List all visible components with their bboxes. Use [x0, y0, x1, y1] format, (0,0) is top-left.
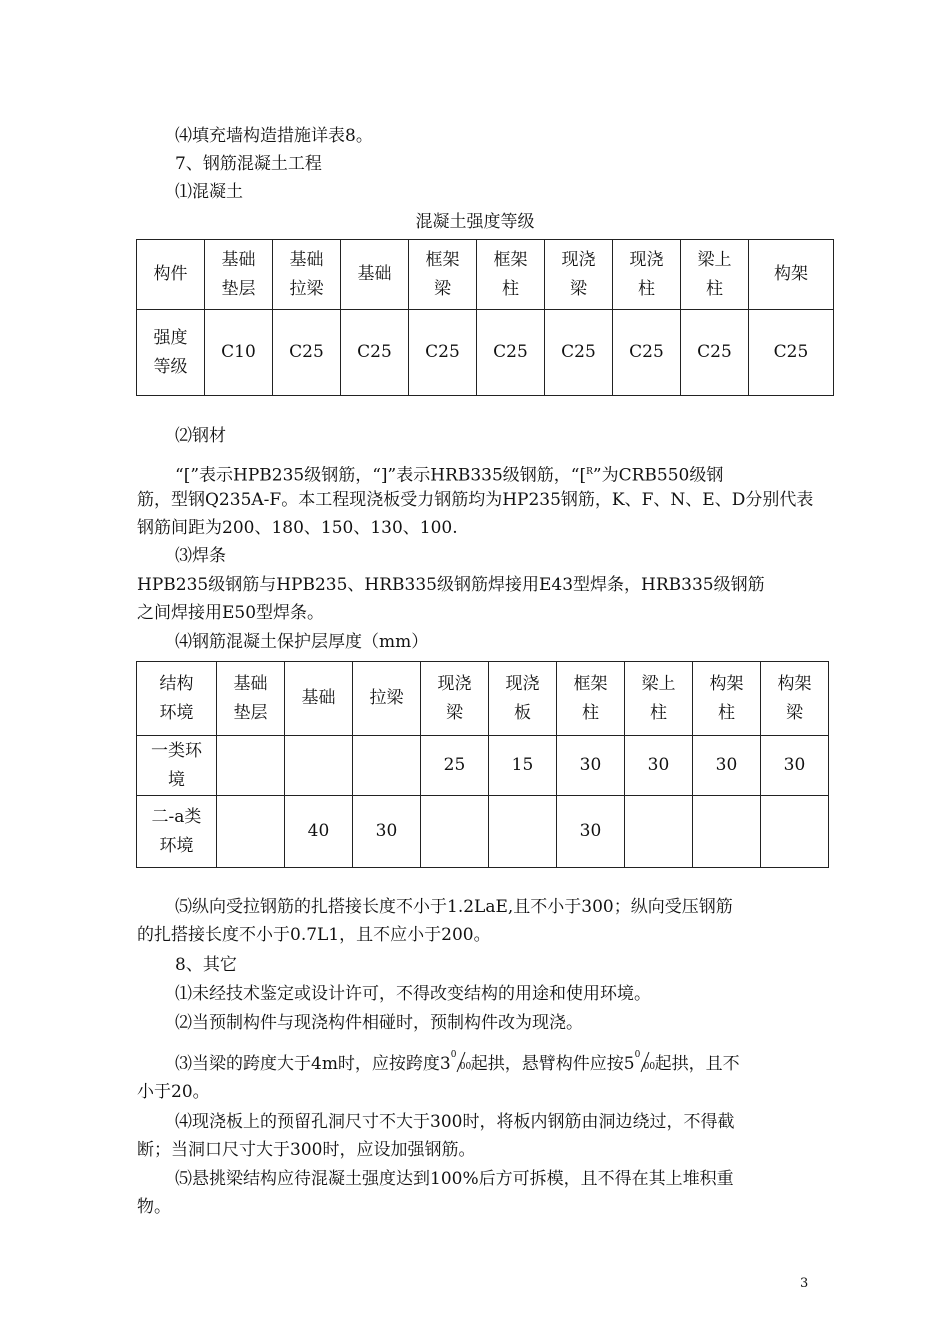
cell-text: 框架	[493, 249, 528, 270]
table-cell	[749, 310, 834, 396]
steel-text-a: “[”表示HPB235级钢筋，“]”表示HRB335级钢筋，“[	[175, 465, 587, 486]
table-cell	[137, 796, 217, 868]
cell-text: 柱	[706, 278, 723, 299]
cell-text: 现浇	[561, 249, 596, 270]
paragraph-other-4-line1: ⑷现浇板上的预留孔洞尺寸不大于300时，将板内钢筋由洞边绕过，不得截	[175, 1112, 735, 1132]
table-cell	[137, 240, 205, 310]
cell-text: 梁上	[697, 249, 732, 270]
table-cell	[217, 662, 285, 736]
cell-text: 40	[307, 821, 330, 841]
cell-text: 构件	[153, 264, 188, 284]
cell-text: C25	[493, 342, 528, 362]
cell-text: C25	[629, 342, 664, 362]
table-cell	[273, 310, 341, 396]
steel-text-b: ”为CRB550级钢	[592, 465, 724, 486]
table-cell	[761, 736, 829, 796]
table-cell	[545, 240, 613, 310]
table-cell	[557, 662, 625, 736]
cell-text: 构架	[774, 264, 808, 284]
table-cell	[761, 662, 829, 736]
cell-text: 25	[443, 755, 466, 775]
cell-text: 30	[647, 755, 670, 775]
paragraph-infill-wall: ⑷填充墙构造措施详表8。	[175, 126, 373, 146]
cell-text: 强度	[153, 327, 188, 348]
cell-text: 基础	[357, 264, 392, 284]
cell-text: 梁	[786, 702, 803, 723]
cell-text: 30	[375, 821, 398, 841]
cell-text: 30	[579, 821, 602, 841]
paragraph-lap-line2: 的扎搭接长度不小于0.7L1，且不应小于200。	[137, 925, 491, 945]
cell-text: 基础	[233, 673, 268, 694]
cell-text: 基础	[221, 249, 256, 270]
table-cell	[557, 796, 625, 868]
cell-text: 梁上	[641, 673, 676, 694]
cell-text: 现浇	[437, 673, 472, 694]
table-cell	[137, 310, 205, 396]
paragraph-steel-line1	[175, 458, 723, 490]
cell-text: 基础	[289, 249, 324, 270]
cell-text: 垫层	[233, 702, 268, 723]
subheading-electrode: ⑶焊条	[175, 546, 226, 566]
camber-text-b: 起拱，悬臂构件应按5	[470, 1054, 635, 1074]
cell-text: 等级	[153, 356, 188, 377]
table-cell	[693, 736, 761, 796]
table-cell	[693, 662, 761, 736]
cell-text: 境	[168, 769, 185, 790]
camber-text-a: ⑶当梁的跨度大于4m时，应按跨度3	[175, 1054, 451, 1074]
cell-text: 30	[783, 755, 806, 775]
permille-numerator: 0	[634, 1050, 641, 1060]
table-cell	[477, 240, 545, 310]
table-cell	[285, 662, 353, 736]
table-cell	[489, 736, 557, 796]
cell-text: 框架	[573, 673, 608, 694]
camber-text-c: 起拱，且不	[654, 1054, 740, 1074]
cell-text: 30	[579, 755, 602, 775]
table-cell	[557, 736, 625, 796]
cell-text: 环境	[159, 835, 194, 856]
table-header-row	[137, 240, 834, 310]
cell-text: 现浇	[629, 249, 664, 270]
table-cell	[421, 662, 489, 736]
table-cell	[217, 736, 285, 796]
section-heading-other: 8、其它	[175, 955, 237, 975]
table-cell	[285, 796, 353, 868]
permille-symbol	[635, 1051, 655, 1073]
paragraph-other-5-line2: 物。	[137, 1197, 171, 1217]
table-cell	[489, 662, 557, 736]
table-cell	[273, 240, 341, 310]
cell-text: 二-a类	[151, 806, 202, 827]
table-cell	[341, 310, 409, 396]
table-cell	[489, 796, 557, 868]
table-cell	[625, 736, 693, 796]
cell-text: 梁	[570, 278, 587, 299]
cell-text: 梁	[434, 278, 451, 299]
concrete-grade-table	[136, 239, 834, 396]
cell-text: 现浇	[505, 673, 540, 694]
cell-text: 柱	[650, 702, 667, 723]
table-cell	[625, 796, 693, 868]
table-cell	[137, 662, 217, 736]
cell-text: 柱	[502, 278, 519, 299]
paragraph-electrode-line1: HPB235级钢筋与HPB235、HRB335级钢筋焊接用E43型焊条，HRB335级钢筋	[137, 575, 765, 595]
table-cell	[613, 240, 681, 310]
steel-sup-r: R	[586, 467, 593, 477]
paragraph-other-5-line1: ⑸悬挑梁结构应待混凝土强度达到100%后方可拆模，且不得在其上堆积重	[175, 1169, 734, 1189]
cell-text: 结构	[159, 673, 194, 694]
cell-text: C25	[425, 342, 460, 362]
permille-symbol	[451, 1051, 471, 1073]
table-cell	[761, 796, 829, 868]
cell-text: C25	[289, 342, 324, 362]
subheading-concrete: ⑴混凝土	[175, 182, 243, 202]
table-cell	[681, 310, 749, 396]
table-cell	[421, 736, 489, 796]
table-cell	[341, 240, 409, 310]
table-cell	[681, 240, 749, 310]
table-cell	[409, 240, 477, 310]
cell-text: 构架	[777, 673, 812, 694]
table-row	[137, 796, 829, 868]
table-cell	[421, 796, 489, 868]
cell-text: 板	[514, 702, 531, 723]
subheading-cover: ⑷钢筋混凝土保护层厚度（mm）	[175, 632, 429, 652]
cell-text: 框架	[425, 249, 460, 270]
cell-text: 拉梁	[369, 688, 404, 708]
cover-thickness-table	[136, 661, 829, 868]
paragraph-other-4-line2: 断；当洞口尺寸大于300时，应设加强钢筋。	[137, 1140, 476, 1160]
cell-text: 柱	[582, 702, 599, 723]
page-number: 3	[800, 1276, 809, 1291]
paragraph-other-3-line1	[175, 1050, 740, 1078]
cell-text: C25	[773, 342, 809, 362]
table-header-row	[137, 662, 829, 736]
table-cell	[285, 736, 353, 796]
table-row	[137, 736, 829, 796]
cell-text: 垫层	[221, 278, 256, 299]
cell-text: C25	[697, 342, 732, 362]
cell-text: 柱	[718, 702, 735, 723]
table-cell	[545, 310, 613, 396]
cell-text: C25	[357, 342, 392, 362]
cell-text: 拉梁	[289, 278, 324, 299]
table-cell	[477, 310, 545, 396]
table-cell	[353, 662, 421, 736]
table-cell	[749, 240, 834, 310]
permille-numerator: 0	[450, 1050, 457, 1060]
paragraph-other-2: ⑵当预制构件与现浇构件相碰时，预制构件改为现浇。	[175, 1013, 583, 1033]
cell-text: 梁	[446, 702, 463, 723]
paragraph-other-3-line2: 小于20。	[137, 1082, 210, 1102]
cell-text: C25	[561, 342, 596, 362]
permille-denominator: 00	[643, 1062, 656, 1072]
table-cell	[625, 662, 693, 736]
permille-denominator: 00	[459, 1062, 472, 1072]
cell-text: C10	[221, 342, 256, 362]
paragraph-electrode-line2: 之间焊接用E50型焊条。	[137, 603, 325, 623]
section-heading-rc: 7、钢筋混凝土工程	[175, 154, 322, 174]
table-cell	[205, 310, 273, 396]
cell-text: 30	[715, 755, 738, 775]
table-cell	[613, 310, 681, 396]
cell-text: 基础	[301, 688, 336, 708]
paragraph-steel-line2: 筋，型钢Q235A-F。本工程现浇板受力钢筋均为HP235钢筋，K、F、N、E、D分别代表	[137, 490, 814, 510]
cell-text: 15	[511, 755, 534, 775]
table-cell	[693, 796, 761, 868]
paragraph-steel-line3: 钢筋间距为200、180、150、130、100.	[137, 518, 458, 538]
table-cell	[217, 796, 285, 868]
paragraph-lap-line1: ⑸纵向受拉钢筋的扎搭接长度不小于1.2LaE,且不小于300；纵向受压钢筋	[175, 897, 733, 917]
table-cell	[409, 310, 477, 396]
table-cell	[353, 736, 421, 796]
paragraph-other-1: ⑴未经技术鉴定或设计许可，不得改变结构的用途和使用环境。	[175, 984, 651, 1004]
table-cell	[205, 240, 273, 310]
table-cell	[353, 796, 421, 868]
table1-title: 混凝土强度等级	[415, 212, 535, 232]
cell-text: 柱	[638, 278, 655, 299]
cell-text: 一类环	[151, 740, 202, 761]
cell-text: 构架	[709, 673, 744, 694]
table-cell	[137, 736, 217, 796]
cell-text: 环境	[159, 702, 194, 723]
subheading-steel: ⑵钢材	[175, 426, 226, 446]
table-row	[137, 310, 834, 396]
